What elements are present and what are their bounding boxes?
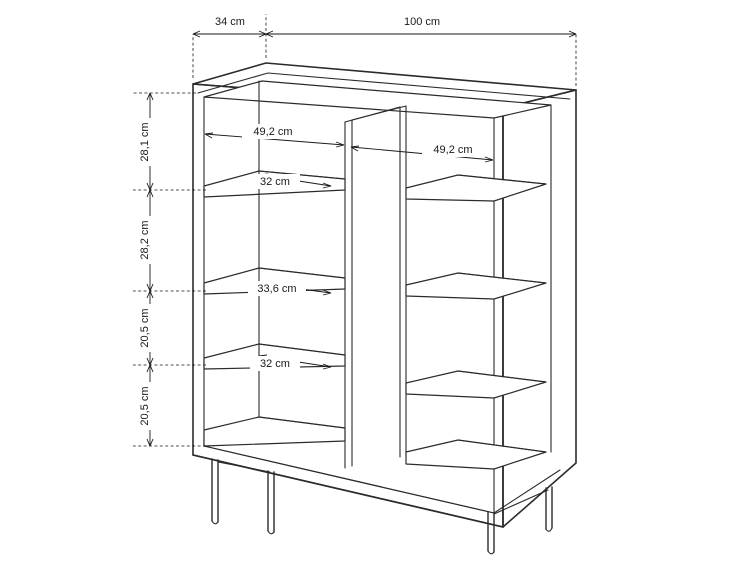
dim-depth-34-label: 34 cm xyxy=(215,15,245,28)
leg-front-right-foot xyxy=(488,551,494,554)
right-bottom-board xyxy=(406,440,546,469)
leg-back-right-foot xyxy=(546,528,552,531)
dim-right-bay-49-2-label: 49,2 cm xyxy=(433,143,473,156)
dim-left-bay-49-2-arrow-left xyxy=(205,133,213,138)
dim-width-100 xyxy=(266,14,576,37)
legs-group xyxy=(212,459,552,554)
dim-height-28-1 xyxy=(138,93,153,190)
dim-height-28-2 xyxy=(138,190,153,291)
dim-height-20-5-lower-label: 20,5 cm xyxy=(138,386,151,426)
dim-width-100-label: 100 cm xyxy=(403,15,441,28)
dim-left-bay-49-2-label: 49,2 cm xyxy=(253,125,293,138)
left-dimension-group xyxy=(133,93,206,446)
dim-height-20-5-upper xyxy=(138,291,153,365)
right-shelf-2 xyxy=(406,273,546,299)
interior-dimension-group xyxy=(205,124,493,371)
leg-front-left-foot xyxy=(212,521,218,524)
leg-front-left2-foot xyxy=(268,531,274,534)
top-dimension-group xyxy=(193,14,576,86)
left-bottom-board xyxy=(204,417,345,446)
dim-right-bay-49-2 xyxy=(351,142,493,162)
leg-rail-left xyxy=(218,462,270,472)
dim-shelf-depth-33-6-label: 33,6 cm xyxy=(257,282,297,295)
dim-depth-34 xyxy=(193,14,266,37)
top-inner-board xyxy=(204,81,551,118)
dim-left-bay-49-2 xyxy=(205,124,344,147)
dim-height-28-1-label: 28,1 cm xyxy=(138,122,151,162)
right-shelf-3 xyxy=(406,371,546,398)
dim-height-20-5-lower xyxy=(138,365,153,446)
dim-height-28-2-label: 28,2 cm xyxy=(138,220,151,260)
dim-height-20-5-upper-label: 20,5 cm xyxy=(138,308,151,348)
right-shelf-1 xyxy=(406,175,546,201)
dim-shelf-depth-32-top-label: 32 cm xyxy=(260,175,290,188)
dim-shelf-depth-32-lower-label: 32 cm xyxy=(260,357,290,370)
